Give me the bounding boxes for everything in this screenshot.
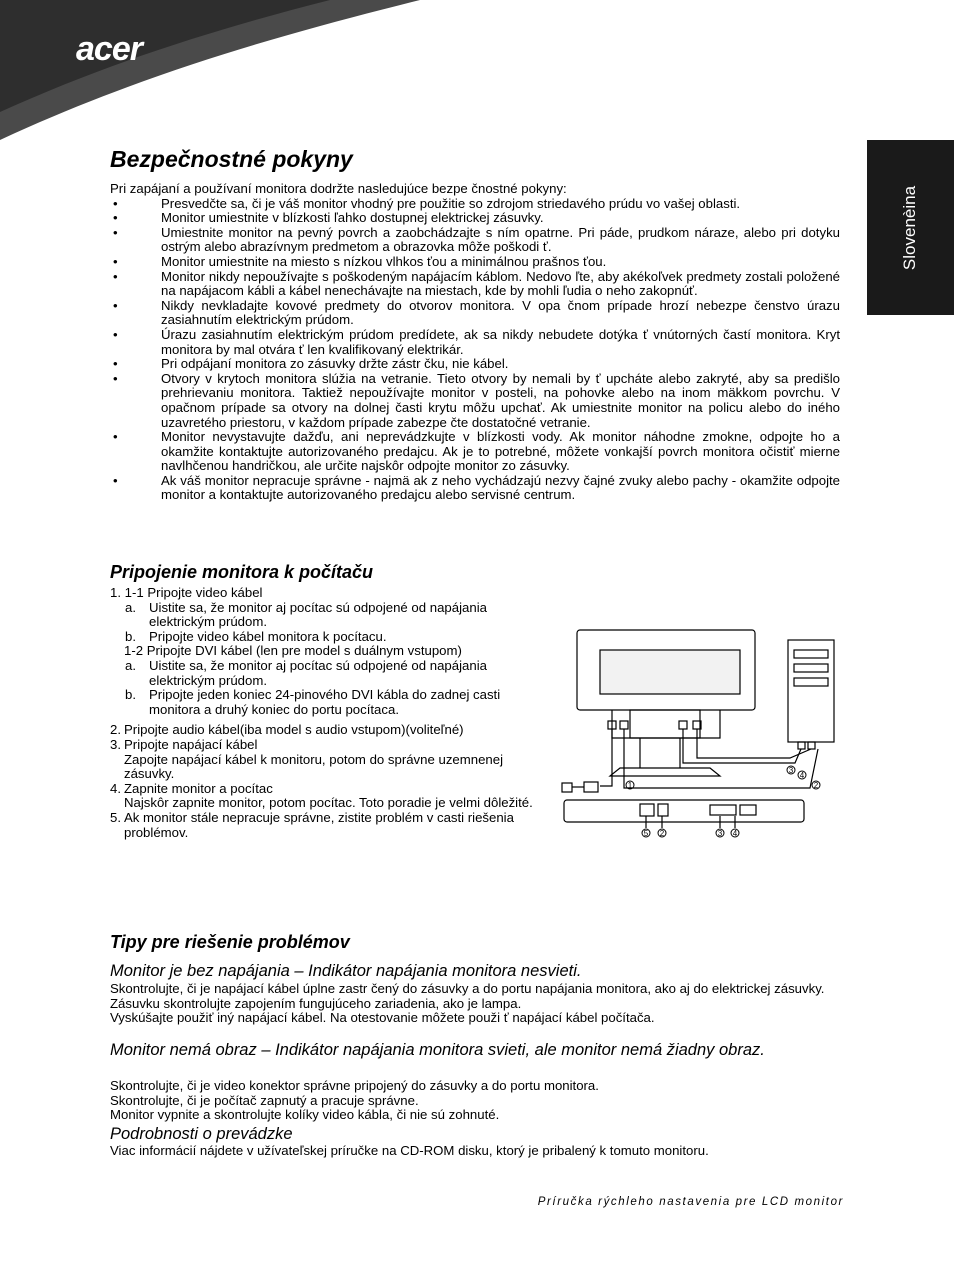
step-1-2: 1-2 Pripojte DVI kábel (len pre model s duálnym vstupom) [124,643,462,659]
safety-item: • Monitor nevystavujte dažďu, ani neprevádzkujte v blízkosti vody. Ak monitor náhodne zmokne, odpojte ho a okamžite kontaktujte autorizovaného predajcu. Ak je to potrebné, môžete vonkajší povrch monitora očistiť mierne navlhčenou handričkou, ale určite najskôr odpojte monitor zo zásuvky. [110,430,840,474]
step-1: 1. 1-1 Pripojte video kábel [110,585,263,600]
connection-diagram [560,628,840,850]
tips-text-3: Viac informácií nájdete v užívateľskej príručke na CD-ROM disku, ktorý je pribalený k tomuto monitoru. [110,1143,709,1158]
step-4-detail: Najskôr zapnite monitor, potom pocítac. Toto poradie je velmi dôležité. [124,795,533,811]
tips-heading-3: Podrobnosti o prevádzke [110,1125,293,1143]
acer-logo: acer [76,30,142,68]
step-1-2a: a. Uistite sa, že monitor aj pocítac sú odpojené od napájania elektrickým prúdom. [125,657,487,688]
safety-item: • Presvedčte sa, či je váš monitor vhodný pre použitie so zdrojom striedavého prúdu vo vašej oblasti. [110,197,840,212]
connect-title: Pripojenie monitora k počítaču [110,562,374,582]
tips-text-2: Skontrolujte, či je video konektor správne pripojený do zásuvky a do portu monitora. Skontrolujte, či je počítač zapnutý a pracuje správne. Monitor vypnite a skontrolujte kolíky video kábla, či nie sú zohnuté. [110,1078,599,1123]
tips-heading-2: Monitor nemá obraz – Indikátor napájania monitora svieti, ale monitor nemá žiadny obraz. [110,1041,765,1059]
safety-item: • Monitor umiestnite na miesto s nízkou vlhkos ťou a minimálnou prašnos ťou. [110,255,840,270]
safety-item: • Monitor umiestnite v blízkosti ľahko dostupnej elektrickej zásuvky. [110,211,840,226]
tips-title: Tipy pre riešenie problémov [110,932,350,952]
safety-section [110,182,840,503]
step-1-2b: b. Pripojte jeden koniec 24-pinového DVI kábla do zadnej casti monitora a druhý koniec do portu pocítaca. [125,687,501,717]
connect-steps [110,586,550,840]
language-tab-label: Slovenèina [900,185,919,271]
safety-item: • Úrazu zasiahnutím elektrickým prúdom predídete, ak sa nikdy nebudete dotýka ť vnútorných častí monitora. Kryt monitora by mal otvára ť len kvalifikovaný elektrikár. [110,328,840,357]
safety-title: Bezpečnostné pokyny [110,146,353,172]
safety-intro: Pri zapájaní a používaní monitora dodržte nasledujúce bezpe čnostné pokyny: [110,181,567,196]
safety-item: • Pri odpájaní monitora zo zásuvky držte zástr čku, nie kábel. [110,357,840,372]
safety-item: • Otvory v krytoch monitora slúžia na vetranie. Tieto otvory by nemali by ť upcháte alebo zakryté, aby sa predišlo prehrievaniu monitora. Taktiež nepoužívajte monitor v posteli, na pohovke alebo na inom mäkkom povrchu. V opačnom prípade sa otvory na dolnej časti krytu môžu upchať. Ak umiestnite monitor na policu alebo do iného uzavretého priestoru, v každom prípade zabezpe čte dostatočné vetranie. [110,372,840,430]
header-banner [0,0,954,140]
callout-2: 2 [813,781,819,790]
safety-item: • Nikdy nevkladajte kovové predmety do otvorov monitora. V opa čnom prípade hrozí nebezpe čenstvo úrazu zasiahnutím elektrickým prúdom. [110,299,840,328]
callout-bottom-1: 5 [643,829,649,838]
tips-heading-1: Monitor je bez napájania – Indikátor napájania monitora nesvieti. [110,962,582,980]
footer-title: Príručka rýchleho nastavenia pre LCD monitor [537,1196,844,1208]
step-2: 2. Pripojte audio kábel(iba model s audio vstupom)(voliteľné) [110,722,464,738]
step-5: 5. Ak monitor stále nepracuje správne, zistite problém v casti riešenia problémov. [110,809,514,840]
callout-1: 1 [627,781,633,790]
callout-bottom-2: 2 [659,829,665,838]
step-4: 4. Zapnite monitor a pocítac [110,780,273,796]
step-1b: b. Pripojte video kábel monitora k pocítacu. [125,628,387,644]
step-1a: a. Uistite sa, že monitor aj pocítac sú odpojené od napájania elektrickým prúdom. [125,599,487,630]
callout-bottom-4: 4 [732,829,738,838]
tips-text-1: Skontrolujte, či je napájací kábel úplne zastr čený do zásuvky a do portu napájania monitora, ako aj do elektrickej zásuvky. Zásuvku skontrolujte zapojením fungujúceho zariadenia, ako je lampa. Vyskúšajte použiť iný napájací kábel. Na otestovanie môžete použi ť napájací kábel počítača. [110,981,825,1026]
step-3: 3. Pripojte napájací kábel [110,736,258,752]
safety-item: • Umiestnite monitor na pevný povrch a zaobchádzajte s ním opatrne. Pri páde, prudkom náraze, alebo pri dotyku ostrým alebo abrazívnym predmetom a obrazovka môže poškodi ť. [110,226,840,255]
step-3-detail: Zapojte napájací kábel k monitoru, potom do správne uzemnenej zásuvky. [124,751,503,782]
safety-item: • Monitor nikdy nepoužívajte s poškodeným napájacím káblom. Nedovo ľte, aby akékoľvek predmety zostali položené na napájacom kábli a kábel nenechávajte na miestach, kde by mohli ľudia o neho zakopnúť. [110,270,840,299]
callout-bottom-3: 3 [717,829,723,838]
callout-4: 4 [799,771,805,780]
safety-item: • Ak váš monitor nepracuje správne - najmä ak z neho vychádzajú nezvy čajné zvuky alebo pachy - okamžite odpojte monitor a kontaktujte autorizovaného predajcu alebo servisné centrum. [110,474,840,503]
language-tab [867,140,954,315]
callout-3: 3 [788,766,794,775]
